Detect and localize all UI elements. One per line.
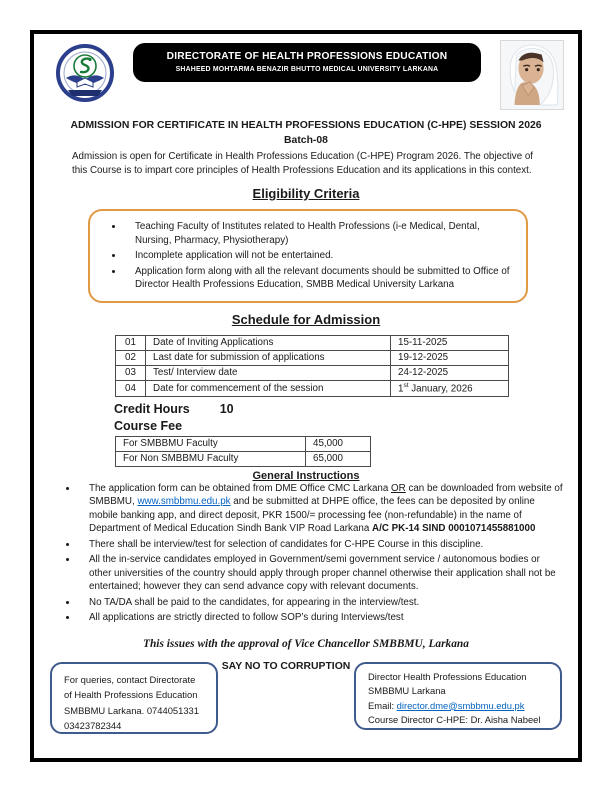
director-line: Director Health Professions Education — [368, 670, 527, 682]
table-row — [116, 350, 509, 365]
row-number: 04 — [116, 380, 146, 396]
approval-line: This issues with the approval of Vice Chancellor SMBBMU, Larkana — [143, 637, 469, 650]
header — [48, 40, 564, 112]
schedule-table — [115, 335, 509, 397]
table-row — [116, 380, 509, 396]
footer — [48, 659, 564, 734]
email-label: Email: — [368, 699, 397, 711]
eligibility-heading: Eligibility Criteria — [252, 186, 360, 201]
row-item: Last date for submission of applications — [146, 350, 391, 365]
queries-contact-box — [50, 662, 218, 734]
row-date: 15-11-2025 — [391, 335, 509, 350]
queries-line: For queries, contact Directorate — [64, 673, 196, 685]
fee-amount: 65,000 — [306, 451, 371, 466]
general-bullet: • All the in-service candidates employed in Government/semi government service / autonomous bodies or other universities of the country should apply through proper channel otherwise their application shall not be entertained; however they can send advance copy with relevant documents. — [78, 553, 564, 594]
director-email-line — [368, 699, 554, 714]
eligibility-box — [88, 209, 528, 303]
course-fee-heading: Course Fee — [114, 418, 183, 433]
director-email-link[interactable]: director.dme@smbbmu.edu.pk — [396, 699, 525, 711]
row-number: 02 — [116, 350, 146, 365]
row-date: 24-12-2025 — [391, 365, 509, 380]
row-date: 19-12-2025 — [391, 350, 509, 365]
schedule-heading: Schedule for Admission — [231, 311, 381, 327]
course-fee-table — [115, 436, 371, 467]
bullet-text: and be submitted at DHPE office, the fees can be deposited by online mobile banking app, and direct deposit, PKR 1500/= processing fee (non-refundable) in the name of Department of Medical Education Sindh Bank VIP Road Larkana — [89, 496, 535, 535]
fee-amount: 45,000 — [306, 436, 371, 451]
credit-hours-line — [114, 402, 564, 416]
course-director-line: Course Director C-HPE: Dr. Aisha Nabeel — [368, 714, 541, 726]
or-emphasis: OR — [391, 482, 406, 494]
general-instructions-heading: General Instructions — [252, 469, 360, 482]
bullet-text: can be downloaded from website of SMBBMU, — [89, 482, 563, 508]
org-title: DIRECTORATE OF HEALTH PROFESSIONS EDUCATION — [166, 51, 448, 62]
bank-account-number: A/C PK-14 SIND 0001071455881000 — [372, 523, 536, 535]
row-item: Test/ Interview date — [146, 365, 391, 380]
eligibility-bullet: • Application form along with all the relevant documents should be submitted to Office of Director Health Professions Education, SMBB Medical University Larkana — [124, 265, 510, 292]
anti-corruption-slogan: SAY NO TO CORRUPTION — [221, 660, 351, 672]
benazir-photo — [500, 40, 564, 110]
row-date — [391, 380, 509, 396]
general-bullet: • All applications are strictly directed to follow SOP’s during Interviews/test — [78, 611, 564, 625]
notice-title: ADMISSION FOR CERTIFICATE IN HEALTH PROFESSIONS EDUCATION (C-HPE) SESSION 2026 — [70, 120, 542, 131]
row-number: 01 — [116, 335, 146, 350]
smbbmu-website-link[interactable]: www.smbbmu.edu.pk — [137, 496, 231, 508]
general-bullet: • There shall be interview/test for selection of candidates for C-HPE Course in this discipline. — [78, 538, 564, 552]
university-emblem-icon — [56, 44, 114, 106]
director-line: SMBBMU Larkana — [368, 685, 446, 697]
credit-hours-label: Credit Hours — [114, 401, 190, 416]
table-row — [116, 436, 371, 451]
header-banner — [133, 43, 481, 82]
batch-number: Batch-08 — [284, 135, 328, 146]
eligibility-bullet: • Teaching Faculty of Institutes related to Health Professions (i-e Medical, Dental, Nursing, Pharmacy, Physiotherapy) — [124, 220, 510, 247]
table-row — [116, 365, 509, 380]
credit-hours-value: 10 — [219, 401, 234, 416]
table-row — [116, 335, 509, 350]
intro-paragraph: Admission is open for Certificate in Health Professions Education (C-HPE) Program 2026. The objective of this Course is to impart core principles of Health Professions Education and its applications in this context. — [72, 151, 534, 176]
fee-label: For SMBBMU Faculty — [116, 436, 306, 451]
eligibility-bullet: • Incomplete application will not be entertained. — [124, 249, 510, 263]
row-item: Date for commencement of the session — [146, 380, 391, 396]
director-contact-box — [354, 662, 562, 730]
general-instructions-list — [48, 482, 564, 625]
bullet-text: The application form can be obtained from DME Office CMC Larkana — [89, 482, 392, 494]
org-subtitle: SHAHEED MOHTARMA BENAZIR BHUTTO MEDICAL UNIVERSITY LARKANA — [175, 66, 439, 73]
queries-line: of Health Professions Education — [64, 689, 198, 701]
fee-label: For Non SMBBMU Faculty — [116, 451, 306, 466]
table-row — [116, 451, 371, 466]
row-number: 03 — [116, 365, 146, 380]
queries-phone: 03423782344 — [64, 720, 122, 732]
queries-line: SMBBMU Larkana. 0744051331 — [64, 704, 199, 716]
date-rest: January, 2026 — [408, 383, 473, 395]
date-ordinal: st — [403, 382, 409, 389]
page-border-frame — [30, 30, 582, 762]
general-bullet-application-form — [78, 482, 564, 536]
date-number: 1 — [398, 383, 404, 395]
row-item: Date of Inviting Applications — [146, 335, 391, 350]
general-bullet: • No TA/DA shall be paid to the candidates, for appearing in the interview/test. — [78, 596, 564, 610]
